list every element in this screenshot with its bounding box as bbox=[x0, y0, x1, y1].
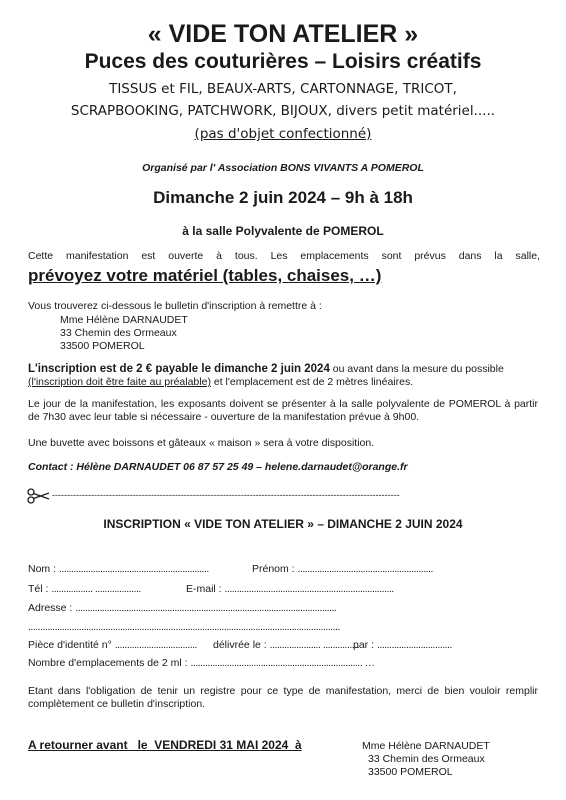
adresse-field-line-2[interactable]: ................................................................................................................................. bbox=[28, 621, 340, 633]
bulletin-name: Mme Hélène DARNAUDET bbox=[60, 314, 188, 326]
intro-text: Cette manifestation est ouverte à tous. Les emplacements sont prévus dans la salle, bbox=[28, 250, 540, 262]
piece-identite-field[interactable]: Pièce d'identité n° .................................. bbox=[28, 639, 197, 651]
email-field[interactable]: E-mail : ...................................................................... bbox=[186, 583, 394, 595]
cut-line: -------------------------------------------------------------------------------------------------------------------- bbox=[52, 490, 400, 500]
event-date: Dimanche 2 juin 2024 – 9h à 18h bbox=[153, 188, 413, 207]
bulletin-city: 33500 POMEROL bbox=[60, 340, 145, 352]
categories-line-1: TISSUS et FIL, BEAUX-ARTS, CARTONNAGE, TRICOT, bbox=[109, 81, 457, 97]
buvette-text: Une buvette avec boissons et gâteaux « maison » sera à votre disposition. bbox=[28, 437, 375, 449]
no-finished-items-note: (pas d'objet confectionné) bbox=[194, 126, 372, 142]
event-venue: à la salle Polyvalente de POMEROL bbox=[182, 224, 384, 238]
scissors-icon bbox=[26, 488, 50, 504]
registre-text: Etant dans l'obligation de tenir un registre pour ce type de manifestation, merci de bien vouloir remplir complètement ce bulletin d'inscription. bbox=[28, 685, 538, 710]
categories-line-2: SCRAPBOOKING, PATCHWORK, BIJOUX, divers petit matériel..... bbox=[70, 103, 496, 119]
page-subtitle: Puces des couturières – Loisirs créatifs bbox=[84, 50, 482, 73]
equipment-notice: prévoyez votre matériel (tables, chaises, …) bbox=[28, 266, 382, 285]
par-field[interactable]: par : ............................... bbox=[353, 639, 452, 651]
return-deadline: A retourner avant le VENDREDI 31 MAI 2024 à bbox=[28, 738, 302, 752]
arrival-text: Le jour de la manifestation, les exposants doivent se présenter à la salle polyvalente de POMEROL à partir de 7h30 avec leur table si nécessaire - ouverture de la manifestation prévue à 9h00. bbox=[28, 398, 538, 423]
fee-text: L'inscription est de 2 € payable le dimanche 2 juin 2024 ou avant dans la mesure du possible (l'inscription doit être faite au préalable) et l'emplacement est de 2 mètres linéaires. bbox=[28, 363, 504, 388]
prenom-field[interactable]: Prénom : ........................................................ bbox=[252, 563, 433, 575]
organizer: Organisé par l' Association BONS VIVANTS A POMEROL bbox=[142, 162, 424, 174]
adresse-field[interactable]: Adresse : ............................................................................................................ bbox=[28, 602, 337, 614]
page-title: « VIDE TON ATELIER » bbox=[147, 20, 419, 48]
return-street: 33 Chemin des Ormeaux bbox=[368, 753, 485, 765]
form-title: INSCRIPTION « VIDE TON ATELIER » – DIMANCHE 2 JUIN 2024 bbox=[103, 517, 463, 531]
return-name: Mme Hélène DARNAUDET bbox=[362, 740, 490, 752]
bulletin-street: 33 Chemin des Ormeaux bbox=[60, 327, 177, 339]
delivree-field[interactable]: délivrée le : ..................... ............... bbox=[213, 639, 360, 651]
tel-field[interactable]: Tél : ................. ................... bbox=[28, 583, 141, 595]
bulletin-intro: Vous trouverez ci-dessous le bulletin d'inscription à remettre à : bbox=[28, 300, 322, 312]
emplacements-field[interactable]: Nombre d'emplacements de 2 ml : ....................................................................... … bbox=[28, 657, 375, 669]
contact-line: Contact : Hélène DARNAUDET 06 87 57 25 49 – helene.darnaudet@orange.fr bbox=[28, 461, 408, 473]
nom-field[interactable]: Nom : .............................................................. bbox=[28, 563, 209, 575]
return-city: 33500 POMEROL bbox=[368, 766, 453, 778]
